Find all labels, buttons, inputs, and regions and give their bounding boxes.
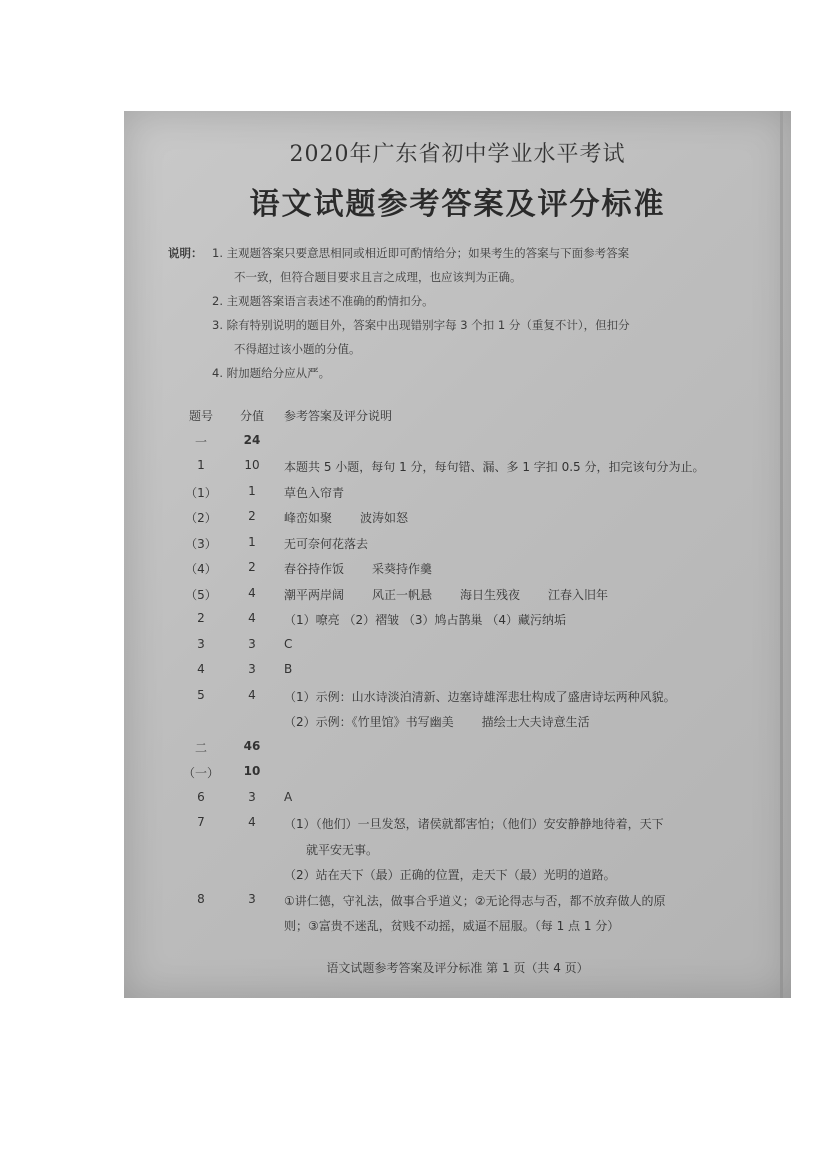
question-score: 3 [248, 891, 256, 906]
question-number: 二 [194, 740, 207, 755]
table-row [124, 582, 791, 608]
question-score: 2 [248, 560, 256, 574]
answer-part: 潮平两岸阔 [284, 587, 345, 602]
answer-text [284, 586, 764, 603]
question-number: 8 [197, 891, 205, 906]
answer-part: （2）示例：《竹里馆》书写幽美 [284, 715, 454, 729]
page-footer: 语文试题参考答案及评分标准 第 1 页（共 4 页） [326, 961, 589, 975]
table-row [124, 684, 791, 710]
answer-table [124, 403, 791, 939]
header-score: 分值 [239, 409, 264, 423]
question-score: 4 [248, 585, 256, 600]
table-row [124, 913, 791, 939]
table-row [124, 709, 791, 735]
question-score: 10 [243, 764, 261, 778]
question-number: （2） [185, 511, 217, 525]
answer-text: B [284, 662, 293, 676]
answer-text [284, 713, 764, 730]
table-row [124, 837, 791, 863]
header-answer: 参考答案及评分说明 [284, 409, 393, 423]
question-score: 3 [248, 789, 256, 804]
question-score: 1 [248, 483, 256, 498]
question-number: 4 [197, 662, 205, 676]
note-item [168, 265, 768, 289]
answer-text: ①讲仁德，守礼法，做事合乎道义；②无论得志与否，都不放弃做人的原 [284, 893, 666, 908]
answer-text [284, 509, 764, 526]
answer-text: （1）（他们）一旦发怒，诸侯就都害怕；（他们）安安静静地待着，天下 [284, 817, 664, 831]
question-number: 7 [197, 815, 205, 829]
notes-section [168, 241, 768, 385]
answer-text: （1）示例：山水诗淡泊清新、边塞诗雄浑悲壮构成了盛唐诗坛两种风貌。 [284, 689, 676, 704]
table-row [124, 505, 791, 531]
table-row [124, 786, 791, 812]
table-row [124, 862, 791, 888]
scanned-document-photo [124, 111, 791, 998]
table-row [124, 429, 791, 455]
answer-text: 则；③富贵不迷乱，贫贱不动摇，威逼不屈服。（每 1 点 1 分） [284, 919, 620, 933]
question-number: （5） [185, 587, 217, 602]
note-item [168, 313, 768, 337]
answer-text: A [284, 789, 293, 804]
note-text: 1. 主观题答案只要意思相同或相近即可酌情给分；如果考生的答案与下面参考答案 [212, 246, 630, 260]
table-row [124, 480, 791, 506]
question-score: 10 [244, 458, 260, 472]
answer-text [284, 560, 764, 577]
question-number: 6 [197, 789, 205, 804]
table-row [124, 607, 791, 633]
notes-label: 说明： [168, 246, 203, 260]
table-row [124, 531, 791, 557]
note-text: 不一致，但符合题目要求且言之成理，也应该判为正确。 [234, 270, 522, 284]
question-score: 4 [248, 687, 256, 702]
table-row [124, 658, 791, 684]
header-num: 题号 [188, 409, 213, 423]
answer-part: 江春入旧年 [548, 587, 609, 602]
question-number: 2 [197, 611, 205, 625]
question-number: （1） [185, 485, 217, 500]
note-item [168, 241, 768, 265]
note-text: 2. 主观题答案语言表述不准确的酌情扣分。 [212, 294, 434, 308]
note-item [168, 289, 768, 313]
question-score: 1 [248, 534, 256, 549]
question-number: 一 [194, 434, 207, 449]
question-score: 4 [248, 611, 256, 625]
document-title: 语文试题参考答案及评分标准 [249, 187, 666, 222]
answer-text: 草色入帘青 [284, 485, 345, 500]
answer-part: 海日生残夜 [460, 587, 521, 602]
answer-text: 就平安无事。 [306, 842, 379, 857]
table-row [124, 888, 791, 914]
answer-part: 峰峦如聚 [284, 511, 333, 525]
question-score: 46 [243, 738, 261, 753]
note-text: 不得超过该小题的分值。 [234, 342, 361, 356]
answer-text: 本题共 5 小题，每句 1 分，每句错、漏、多 1 字扣 0.5 分，扣完该句分为止。 [284, 460, 705, 474]
table-row [124, 811, 791, 837]
question-number: （一） [182, 766, 219, 780]
question-score: 3 [248, 636, 256, 651]
table-row [124, 556, 791, 582]
table-header-row [124, 403, 791, 429]
note-text: 3. 除有特别说明的题目外，答案中出现错别字每 3 个扣 1 分（重复不计），但扣分 [212, 318, 630, 332]
table-row [124, 454, 791, 480]
table-row [124, 633, 791, 659]
question-score: 3 [248, 662, 256, 676]
answer-part: 采葵持作羹 [372, 562, 433, 576]
answer-text: 无可奈何花落去 [284, 536, 369, 551]
answer-text: C [284, 636, 293, 651]
question-score: 4 [248, 815, 256, 829]
answer-part: 春谷持作饭 [284, 562, 345, 576]
table-row [124, 735, 791, 761]
answer-part: 风正一帆悬 [372, 587, 433, 602]
answer-part: 波涛如怒 [360, 511, 409, 525]
exam-title: 2020年广东省初中学业水平考试 [289, 142, 626, 167]
note-text: 4. 附加题给分应从严。 [212, 366, 331, 380]
answer-part: 描绘士大夫诗意生活 [481, 715, 590, 729]
answer-text: （1）嘹亮 （2）褶皱 （3）鸠占鹊巢 （4）藏污纳垢 [284, 613, 566, 627]
table-row [124, 760, 791, 786]
note-item [168, 361, 768, 385]
note-item [168, 337, 768, 361]
question-number: （3） [185, 536, 217, 551]
question-score: 24 [243, 432, 261, 447]
question-number: 3 [197, 636, 205, 651]
question-number: 1 [197, 458, 205, 472]
question-number: （4） [185, 562, 217, 576]
question-score: 2 [248, 509, 256, 523]
question-number: 5 [197, 687, 205, 702]
answer-text: （2）站在天下（最）正确的位置，走天下（最）光明的道路。 [284, 868, 616, 882]
